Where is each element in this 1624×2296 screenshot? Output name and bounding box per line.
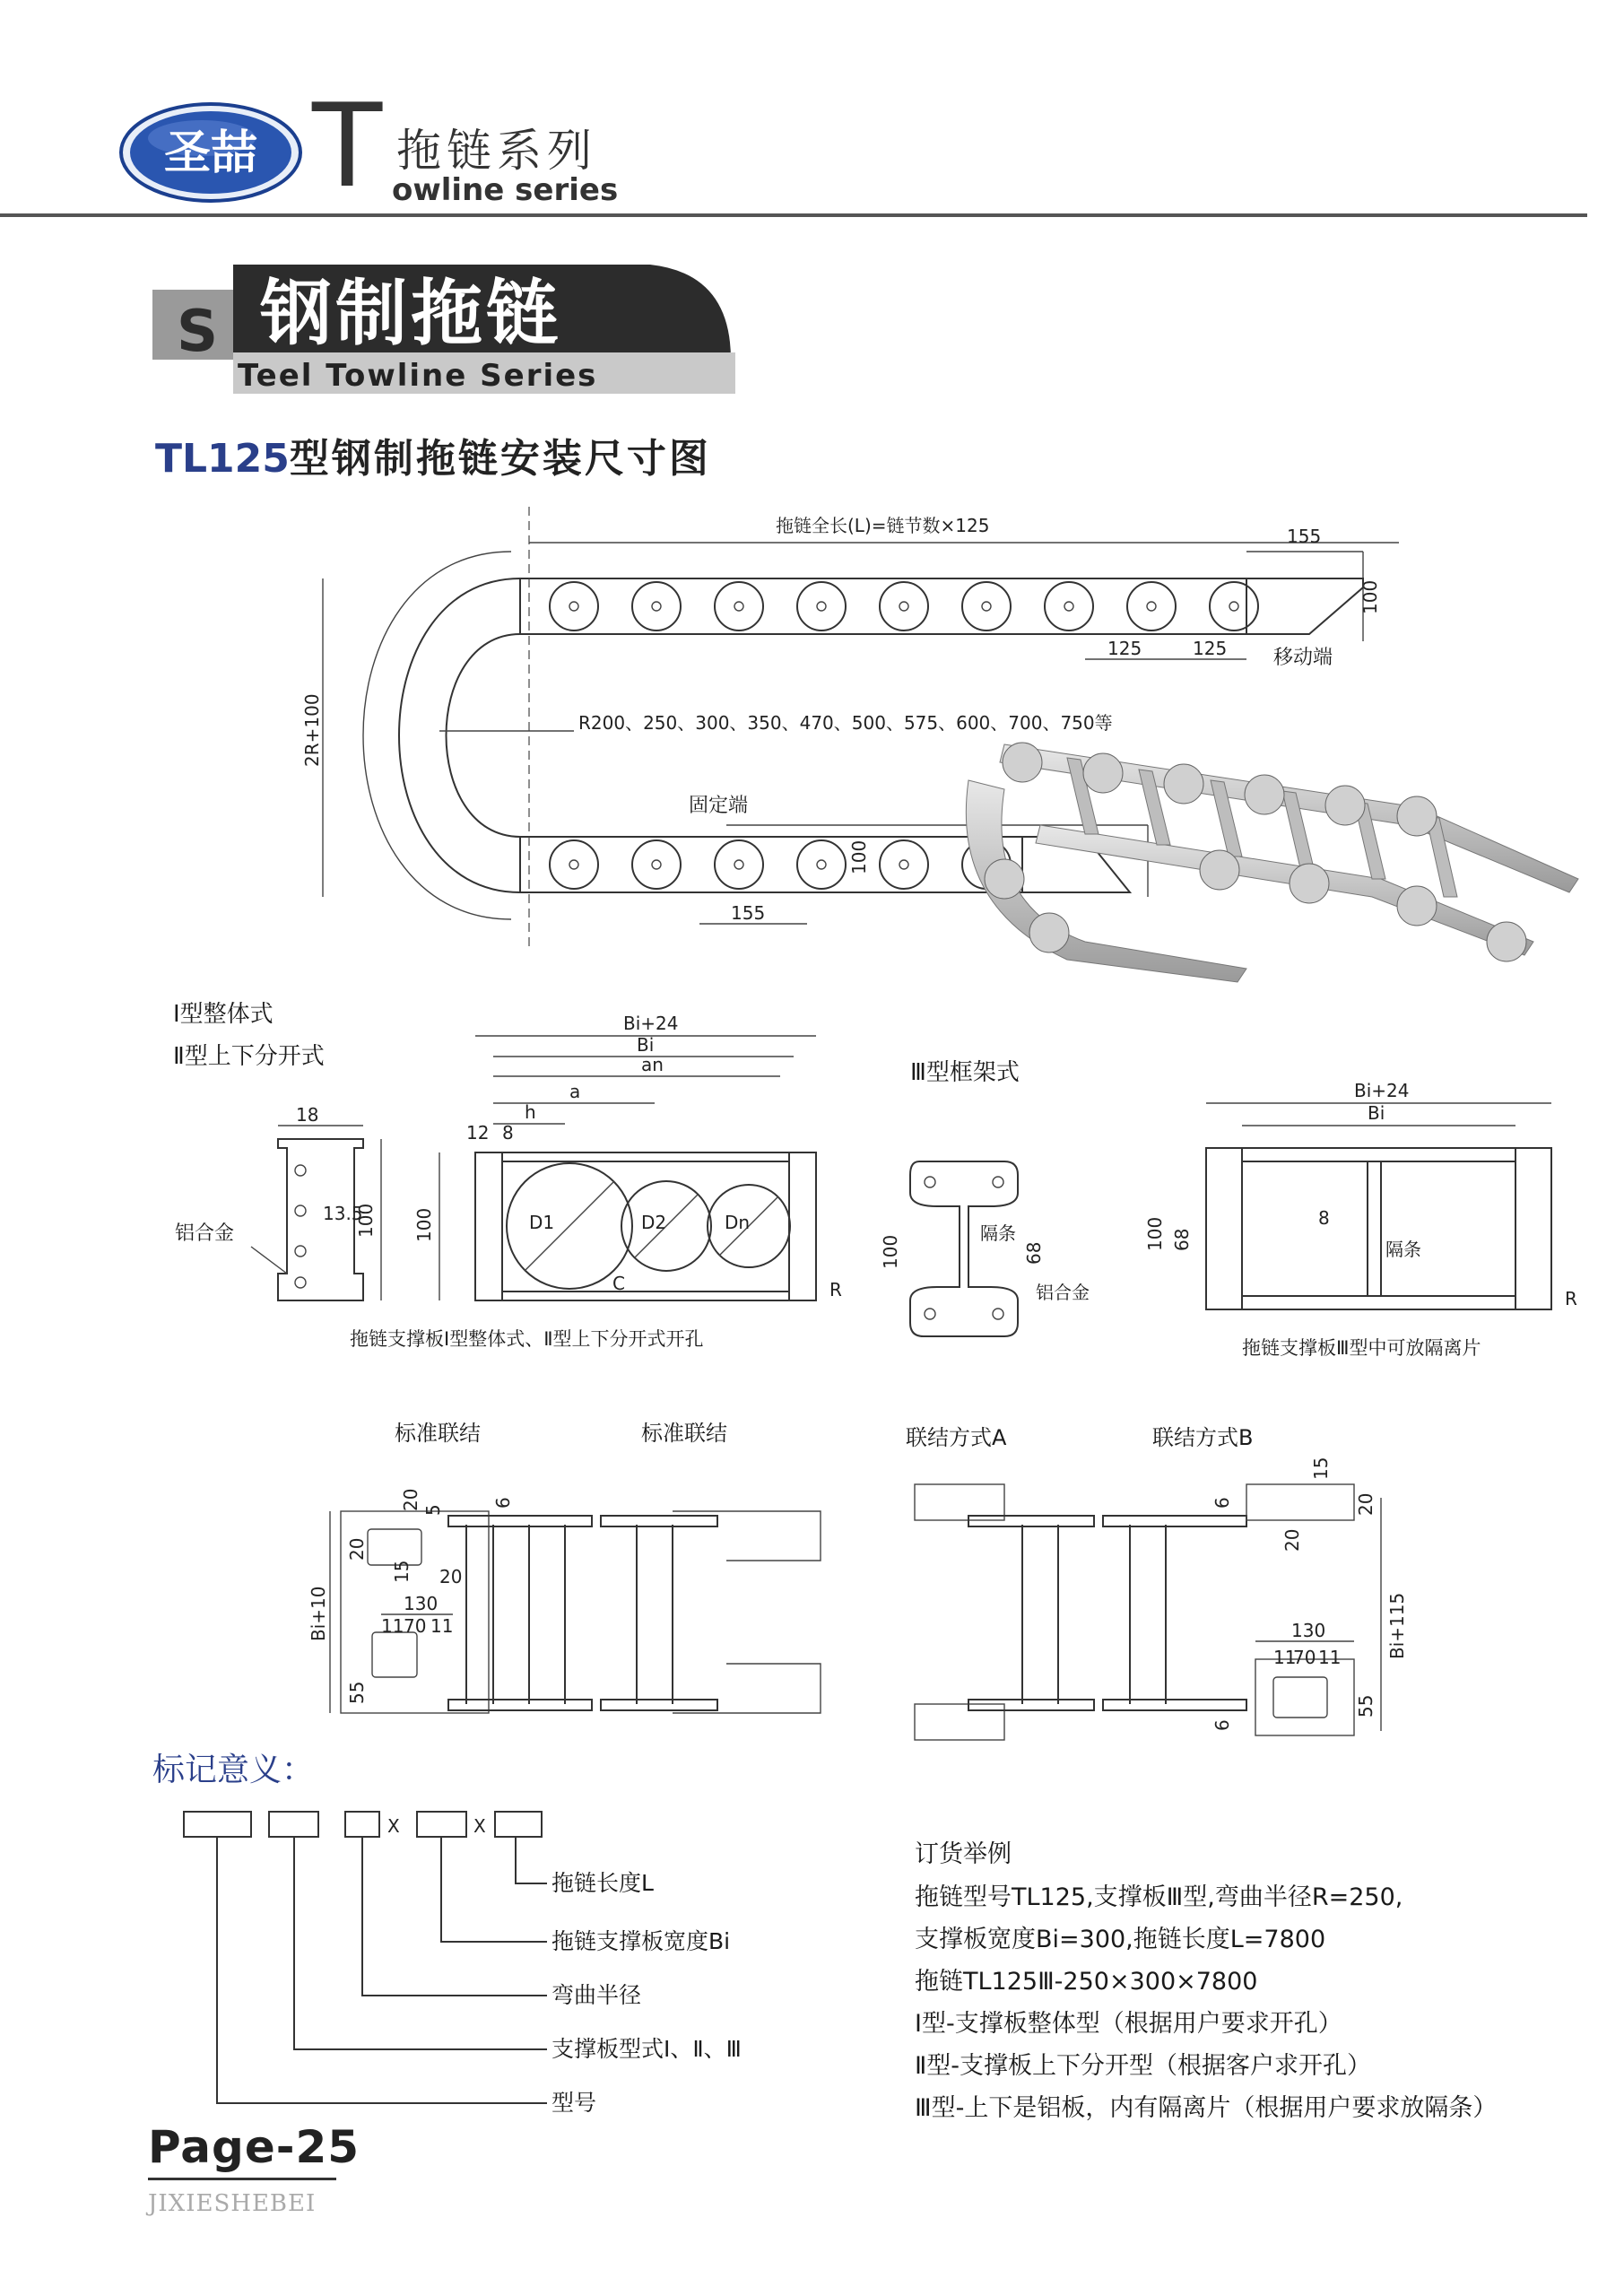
chain-link (1127, 582, 1176, 631)
radius-list: R200、250、300、350、470、500、575、600、700、750等 (578, 712, 1113, 734)
chain-pin (734, 860, 743, 869)
conn-d11a: 11 (381, 1615, 404, 1637)
c-label: C (612, 1273, 625, 1294)
header-rule (0, 213, 1587, 217)
chain-link (880, 840, 928, 889)
order-title: 订货举例 (915, 1840, 1012, 1868)
legend-title: 标记意义： (152, 1752, 315, 1788)
chain-link (797, 840, 846, 889)
chain-pin (1147, 602, 1156, 611)
conn-d70b: 70 (1293, 1647, 1316, 1668)
chain-pin (569, 602, 578, 611)
conn-d6b: 6 (1211, 1497, 1233, 1509)
dim-68-iii-b: 68 (1171, 1228, 1193, 1251)
chain-link (632, 582, 681, 631)
chain-pin (817, 860, 826, 869)
bi24-label-iii: Bi+24 (1354, 1080, 1410, 1101)
conn-a-label: 联结方式A (906, 1425, 1007, 1450)
chain-pin (569, 860, 578, 869)
section-drawing-1 (170, 1004, 870, 1363)
chain-pin (652, 860, 661, 869)
chain-pin (1064, 602, 1073, 611)
chain-link (632, 840, 681, 889)
h-label: h (525, 1101, 536, 1123)
conn-d20d: 20 (1281, 1528, 1303, 1552)
moving-end-label: 移动端 (1273, 647, 1333, 669)
dim-155-bottom: 155 (731, 902, 766, 924)
series-letter: T (312, 80, 383, 213)
partition-label: 隔条 (980, 1222, 1016, 1244)
conn-d6c: 6 (1211, 1719, 1233, 1731)
dim-155-top: 155 (1287, 526, 1322, 547)
dim-12: 12 (466, 1122, 490, 1144)
figure-title (155, 426, 711, 483)
conn-d20e: 20 (1355, 1492, 1376, 1516)
order-line4: Ⅰ型-支撑板整体型（根据用户要求开孔） (915, 2010, 1342, 2038)
dim-8-iii: 8 (1318, 1207, 1330, 1229)
conn-bi10: Bi+10 (308, 1586, 329, 1641)
legend-x1: X (387, 1815, 400, 1837)
chain-link (715, 840, 763, 889)
page-rule (148, 2178, 336, 2180)
chain-link (550, 582, 598, 631)
r-label: R (829, 1279, 842, 1300)
chain-link (1045, 582, 1093, 631)
series-cn: 拖链系列 (396, 125, 597, 177)
conn-std2-label: 标准联结 (641, 1421, 727, 1446)
type2-label: Ⅱ型上下分开式 (173, 1043, 325, 1070)
order-line3: 拖链TL125Ⅲ-250×300×7800 (915, 1968, 1258, 1996)
logo-text: 圣喆 (163, 126, 258, 180)
legend-item-length: 拖链长度L (551, 1870, 654, 1896)
figure-title-model: TL125 (155, 436, 290, 482)
dim-125-b: 125 (1193, 638, 1228, 659)
dim-18: 18 (296, 1104, 319, 1126)
partition-label-b: 隔条 (1385, 1239, 1421, 1260)
chain-pin (817, 602, 826, 611)
conn-bi115: Bi+115 (1386, 1592, 1408, 1659)
conn-d130b: 130 (1291, 1620, 1326, 1641)
conn-d11d: 11 (1318, 1647, 1342, 1668)
dim-100-right: 100 (1359, 579, 1381, 614)
order-line6: Ⅲ型-上下是铝板，内有隔离片（根据用户要求放隔条） (915, 2094, 1498, 2122)
chain-link (962, 582, 1011, 631)
section-drawing-3 (880, 1076, 1592, 1372)
conn-d11b: 11 (430, 1615, 454, 1637)
chain-pin (899, 602, 908, 611)
total-length-label: 拖链全长(L)=链节数×125 (776, 515, 990, 536)
series-en: owline series (392, 172, 619, 208)
bi24-label: Bi+24 (623, 1013, 679, 1034)
chain-pin (899, 860, 908, 869)
r-label-iii: R (1565, 1288, 1577, 1309)
section3-caption: 拖链支撑板Ⅲ型中可放隔离片 (1242, 1337, 1481, 1359)
material-label: 铝合金 (175, 1222, 235, 1245)
dim-100-bottom: 100 (848, 839, 870, 874)
bi-label-iii: Bi (1368, 1102, 1385, 1124)
section-title-en: Teel Towline Series (238, 358, 598, 394)
conn-d20b: 20 (346, 1537, 368, 1561)
chain-link (550, 840, 598, 889)
conn-d55a: 55 (346, 1681, 368, 1704)
height-label: 2R+100 (301, 693, 323, 767)
chain-pin (1229, 602, 1238, 611)
legend-diagram (179, 1807, 861, 2121)
a-label: a (569, 1081, 581, 1102)
order-line2: 支撑板宽度Bi=300,拖链长度L=7800 (915, 1926, 1326, 1953)
material-label-iii: 铝合金 (1036, 1282, 1090, 1303)
conn-d20c: 20 (439, 1566, 463, 1587)
type3-label: Ⅲ型框架式 (910, 1059, 1020, 1086)
conn-d55b: 55 (1355, 1694, 1376, 1718)
chain-link (715, 582, 763, 631)
dim-100-side: 100 (355, 1203, 377, 1238)
chain-pin (734, 602, 743, 611)
section-title-cn: 钢制拖链 (260, 272, 561, 355)
bi-label: Bi (637, 1034, 655, 1056)
section1-caption: 拖链支撑板Ⅰ型整体式、Ⅱ型上下分开式开孔 (350, 1328, 704, 1350)
chain-pin (652, 602, 661, 611)
conn-d15a: 15 (391, 1560, 413, 1583)
legend-item-radius: 弯曲半径 (551, 1982, 642, 2008)
conn-d11c: 11 (1273, 1647, 1297, 1668)
an-label: an (641, 1054, 664, 1075)
type1-label: Ⅰ型整体式 (173, 1001, 274, 1028)
dn-label: Dn (725, 1212, 751, 1233)
legend-item-plate: 支撑板型式Ⅰ、Ⅱ、Ⅲ (551, 2036, 742, 2062)
conn-std1-label: 标准联结 (395, 1421, 481, 1446)
dim-13-5: 13.5 (323, 1203, 363, 1224)
conn-d6a: 6 (492, 1497, 514, 1509)
conn-d15b: 15 (1310, 1457, 1332, 1480)
order-line5: Ⅱ型-支撑板上下分开型（根据客户求开孔） (915, 2052, 1372, 2080)
dim-100-body: 100 (413, 1207, 435, 1242)
chain-pin (982, 602, 991, 611)
dim-100-iii: 100 (880, 1234, 901, 1269)
chain-link (880, 582, 928, 631)
section-letter: S (177, 299, 219, 365)
order-line1: 拖链型号TL125,支撑板Ⅲ型,弯曲半径R=250, (915, 1883, 1403, 1911)
d2-label: D2 (641, 1212, 667, 1233)
legend-item-model: 型号 (551, 2090, 597, 2116)
dim-8: 8 (502, 1122, 514, 1144)
section-banner (148, 256, 740, 399)
chain-photo (951, 726, 1596, 996)
conn-b-label: 联结方式B (1152, 1425, 1254, 1450)
dim-100-iii-b: 100 (1144, 1216, 1166, 1251)
conn-d70a: 70 (404, 1615, 427, 1637)
chain-link (797, 582, 846, 631)
legend-x2: X (473, 1815, 486, 1837)
conn-d5: 5 (422, 1504, 444, 1516)
figure-title-text: 型钢制拖链安装尺寸图 (289, 436, 711, 482)
conn-d20a: 20 (400, 1488, 421, 1511)
logo (117, 99, 305, 206)
page-number: Page-25 (148, 2121, 360, 2173)
fixed-end-label: 固定端 (689, 795, 749, 817)
chain-link (1210, 582, 1258, 631)
dim-125-a: 125 (1107, 638, 1142, 659)
d1-label: D1 (529, 1212, 555, 1233)
conn-d130a: 130 (404, 1593, 439, 1614)
watermark: JIXIESHEBEI (148, 2190, 317, 2217)
dim-68-iii: 68 (1023, 1241, 1045, 1265)
connection-drawings (305, 1444, 1435, 1740)
legend-item-width: 拖链支撑板宽度Bi (551, 1928, 731, 1954)
